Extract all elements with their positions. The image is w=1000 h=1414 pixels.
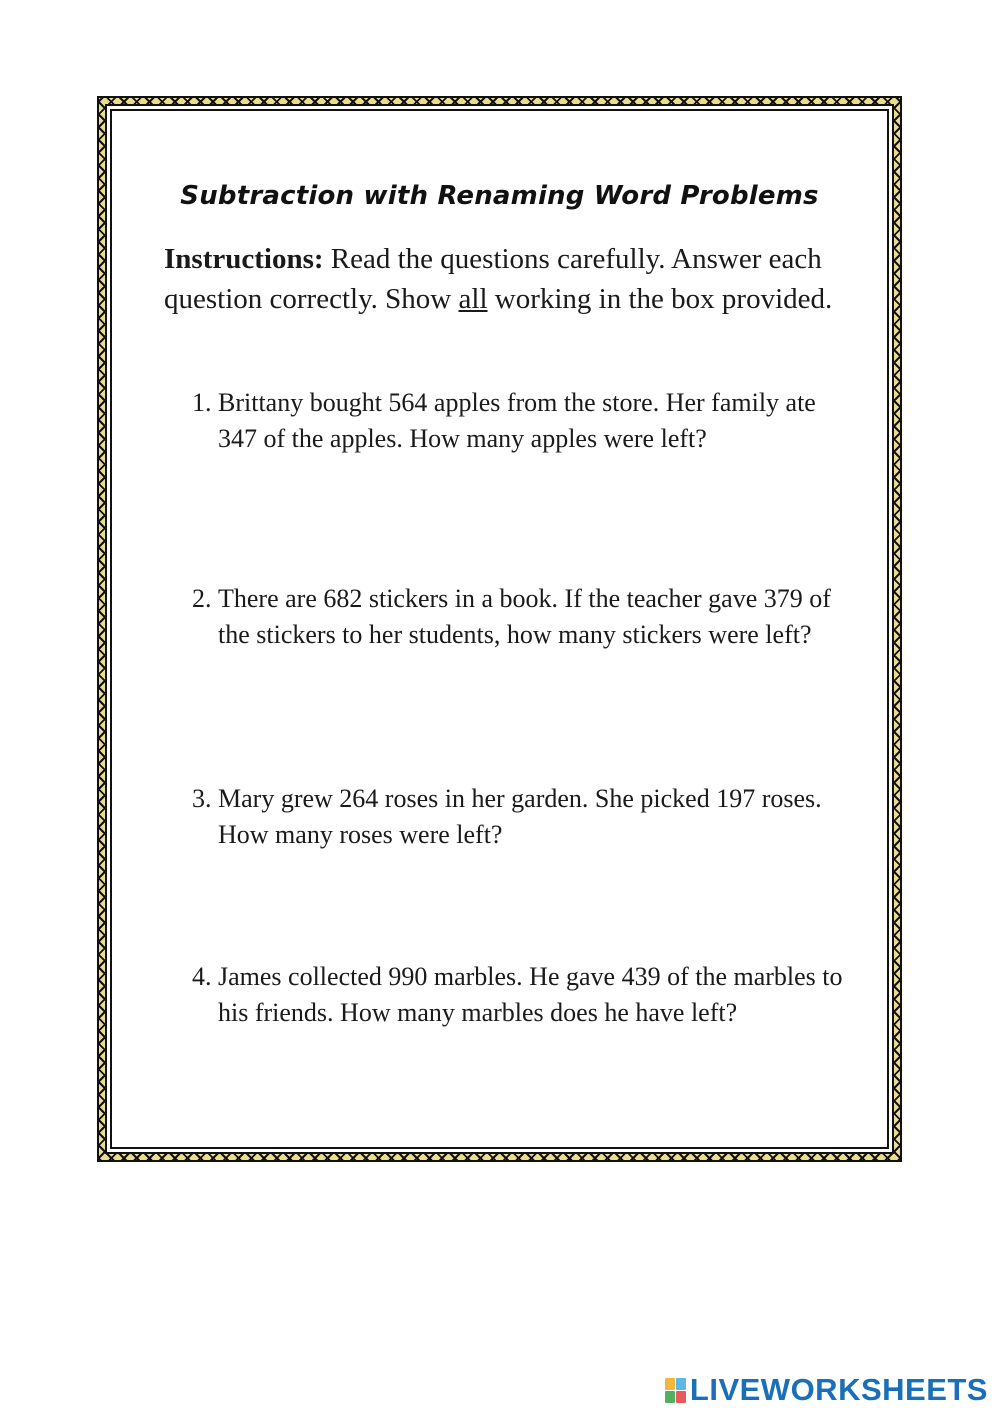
liveworksheets-brand[interactable] xyxy=(665,1372,988,1408)
instructions-text-1: Read the questions carefully. Answer each question correctly. Show xyxy=(164,243,822,315)
instructions-text-2: working in the box provided. xyxy=(487,283,833,315)
worksheet-title: Subtraction with Renaming Word Problems xyxy=(180,181,819,211)
instructions-label: Instructions: xyxy=(164,243,324,275)
question-number: 4. xyxy=(192,962,212,991)
question-text: James collected 990 marbles. He gave 439 of the marbles to his friends. How many marbles does he have left? xyxy=(218,962,843,1027)
question-4 xyxy=(192,959,852,1031)
question-number: 2. xyxy=(192,584,212,613)
liveworksheets-logo-icon xyxy=(665,1378,686,1403)
decorative-border xyxy=(97,96,902,1162)
question-number: 1. xyxy=(192,388,212,417)
question-3 xyxy=(192,781,852,853)
question-text: Mary grew 264 roses in her garden. She picked 197 roses. How many roses were left? xyxy=(218,784,822,849)
question-1 xyxy=(192,385,852,457)
question-text: Brittany bought 564 apples from the store. Her family ate 347 of the apples. How many apples were left? xyxy=(218,388,816,453)
question-2 xyxy=(192,581,852,653)
question-number: 3. xyxy=(192,784,212,813)
question-text: There are 682 stickers in a book. If the teacher gave 379 of the stickers to her students, how many stickers were left? xyxy=(218,584,831,649)
instructions xyxy=(164,239,854,319)
worksheet-box xyxy=(110,109,889,1149)
brand-name: LIVEWORKSHEETS xyxy=(689,1372,988,1407)
instructions-emphasis: all xyxy=(458,283,488,315)
